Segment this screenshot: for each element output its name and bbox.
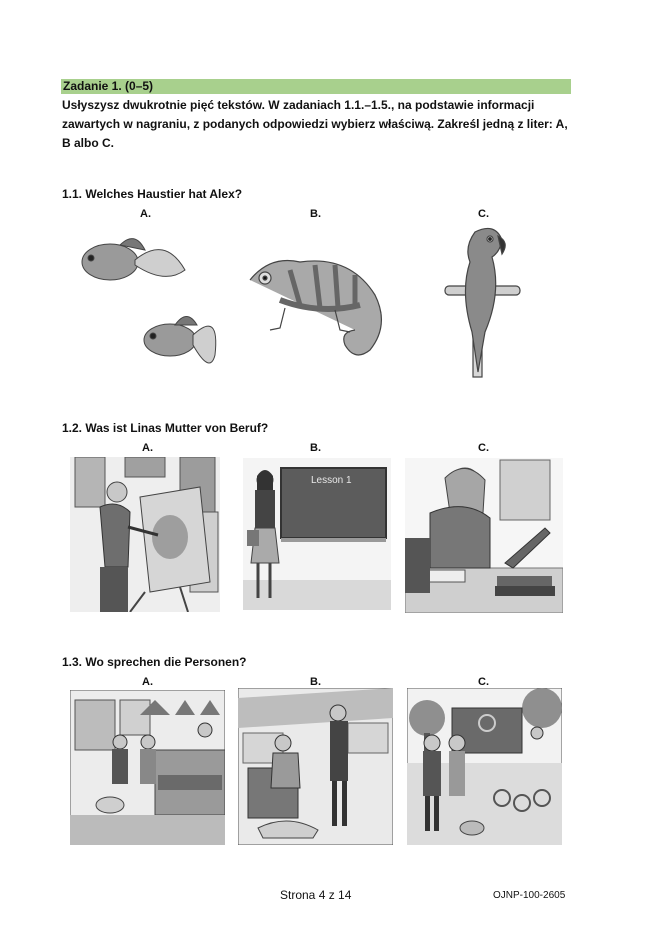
train-scene[interactable]: [238, 688, 393, 845]
question-1-1-title: 1.1. Welches Haustier hat Alex?: [62, 187, 243, 201]
board-text: Lesson 1: [311, 475, 352, 486]
document-code: OJNP-100-2605: [493, 890, 566, 901]
pet-shop-scene[interactable]: [70, 690, 225, 845]
chameleon-icon[interactable]: [240, 250, 400, 370]
question-1-3-title: 1.3. Wo sprechen die Personen?: [62, 655, 247, 669]
goldfish-icon[interactable]: [75, 230, 225, 380]
task-header: Zadanie 1. (0–5): [61, 79, 571, 94]
task-instruction: Usłyszysz dwukrotnie pięć tekstów. W zadaniach 1.1.–1.5., na podstawie informacji zawartych w nagraniu, z podanych odpowiedzi wybierz właściwą. Zakreśl jedną z liter: A, B albo C.: [62, 98, 568, 150]
option-a-letter: A.: [140, 208, 151, 220]
office-worker-scene[interactable]: [405, 458, 563, 613]
option-a-letter: A.: [142, 676, 153, 688]
option-b-letter: B.: [310, 676, 321, 688]
teacher-scene[interactable]: [243, 458, 391, 610]
option-b-letter: B.: [310, 208, 321, 220]
option-a-letter: A.: [142, 442, 153, 454]
option-b-letter: B.: [310, 442, 321, 454]
page-number: Strona 4 z 14: [280, 888, 352, 902]
option-c-letter: C.: [478, 442, 489, 454]
option-c-letter: C.: [478, 676, 489, 688]
park-scene[interactable]: [407, 688, 562, 845]
question-1-2-title: 1.2. Was ist Linas Mutter von Beruf?: [62, 421, 269, 435]
parrot-icon[interactable]: [440, 222, 530, 382]
painter-scene[interactable]: [70, 457, 220, 612]
option-c-letter: C.: [478, 208, 489, 220]
